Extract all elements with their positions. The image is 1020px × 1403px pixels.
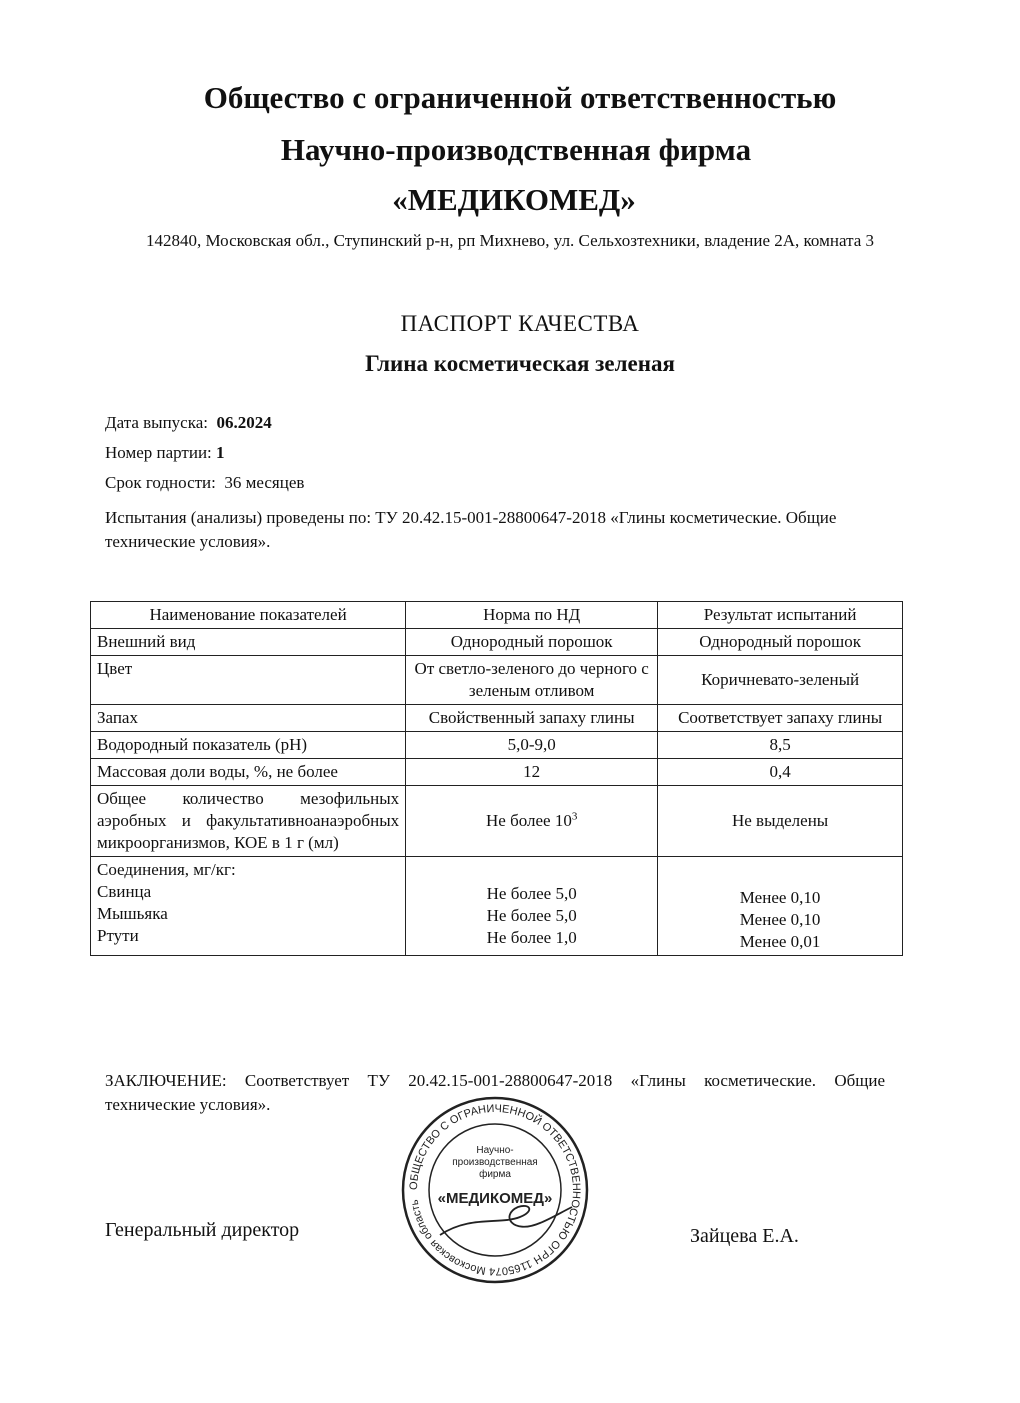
batch-label: Номер партии: — [105, 443, 212, 462]
compound-result: Менее 0,10 — [739, 888, 821, 907]
stamp-company-name: «МЕДИКОМЕД» — [437, 1190, 553, 1207]
compound-name: Ртути — [97, 926, 139, 945]
row-result: Соответствует запаху глины — [658, 705, 903, 732]
stamp-line1: Научно- — [476, 1145, 514, 1156]
row-norm-exponent: 3 — [571, 810, 578, 823]
row-name-text: Общее количество мезофильных аэробных и факультативноанаэробных микроорганизмов, КОЕ в 1 г (мл) — [97, 789, 400, 852]
row-norm — [406, 786, 658, 857]
row-result: Однородный порошок — [658, 629, 903, 656]
row-name: Цвет — [91, 656, 406, 705]
row-norm-text: Не более 10 — [486, 811, 572, 830]
conclusion: ЗАКЛЮЧЕНИЕ: Соответствует ТУ 20.42.15-001-28800647-2018 «Глины косметические. Общие технические условия». — [105, 1071, 885, 1114]
row-norm: Однородный порошок — [406, 629, 658, 656]
table-row — [91, 656, 903, 705]
shelf-label: Срок годности: — [105, 473, 216, 492]
org-name-line2: Научно-производственная фирма — [280, 132, 752, 167]
results-table — [90, 601, 903, 956]
compounds-title: Соединения, мг/кг: — [97, 860, 236, 879]
row-name — [91, 786, 406, 857]
batch-value: 1 — [216, 443, 225, 462]
stamp-line2: производственная — [452, 1157, 538, 1168]
product-name: Глина косметическая зеленая — [365, 351, 675, 376]
table-row-compounds — [91, 857, 903, 956]
compound-name: Мышьяка — [97, 904, 168, 923]
shelf-life — [105, 473, 304, 493]
shelf-value: 36 месяцев — [224, 473, 305, 492]
release-value: 06.2024 — [216, 413, 272, 432]
row-result: Не выделены — [658, 786, 903, 857]
table-row — [91, 629, 903, 656]
row-norm: 5,0-9,0 — [406, 732, 658, 759]
stamp-ring-text: ОБЩЕСТВО С ОГРАНИЧЕННОЙ ОТВЕТСТВЕННОСТЬЮ ОГРН 1165074 Московская область — [407, 1102, 583, 1278]
table-row — [91, 759, 903, 786]
signature-scribble — [440, 1206, 572, 1235]
table-header-row — [91, 602, 903, 629]
compound-name: Свинца — [97, 882, 152, 901]
company-stamp — [400, 1095, 590, 1285]
compounds-norms — [406, 857, 658, 956]
compound-norm: Не более 5,0 — [486, 906, 577, 925]
tests-standard: Испытания (анализы) проведены по: ТУ 20.42.15-001-28800647-2018 «Глины косметические. Общие технические условия». — [105, 508, 837, 551]
compounds-results — [658, 857, 903, 956]
table-row — [91, 732, 903, 759]
row-norm: Свойственный запаху глины — [406, 705, 658, 732]
table-row — [91, 705, 903, 732]
row-norm: От светло-зеленого до черного с зеленым отливом — [406, 656, 658, 705]
org-address: 142840, Московская обл., Ступинский р-н, рп Михнево, ул. Сельхозтехники, владение 2А, комната 3 — [145, 231, 875, 250]
compound-result: Менее 0,01 — [739, 932, 821, 951]
compound-norm: Не более 1,0 — [486, 928, 577, 947]
compound-result: Менее 0,10 — [739, 910, 821, 929]
row-norm: 12 — [406, 759, 658, 786]
row-result: Коричневато-зеленый — [658, 656, 903, 705]
row-name: Водородный показатель (pH) — [91, 732, 406, 759]
release-label: Дата выпуска: — [105, 413, 208, 432]
header-indicator: Наименование показателей — [91, 602, 406, 629]
table-row — [91, 786, 903, 857]
row-name: Внешний вид — [91, 629, 406, 656]
row-result: 8,5 — [658, 732, 903, 759]
row-result: 0,4 — [658, 759, 903, 786]
batch-number — [105, 443, 225, 463]
compounds-names — [91, 857, 406, 956]
org-name-line1: Общество с ограниченной ответственностью — [203, 80, 837, 115]
header-norm: Норма по НД — [406, 602, 658, 629]
director-role: Генеральный директор — [105, 1219, 300, 1241]
release-date — [105, 413, 272, 433]
org-name-line3: «МЕДИКОМЕД» — [392, 182, 636, 217]
row-name: Массовая доли воды, %, не более — [91, 759, 406, 786]
stamp-line3: фирма — [479, 1169, 511, 1180]
row-name: Запах — [91, 705, 406, 732]
header-result: Результат испытаний — [658, 602, 903, 629]
compound-norm: Не более 5,0 — [486, 884, 577, 903]
document-title: ПАСПОРТ КАЧЕСТВА — [400, 311, 640, 336]
director-name: Зайцева Е.А. — [690, 1225, 799, 1247]
